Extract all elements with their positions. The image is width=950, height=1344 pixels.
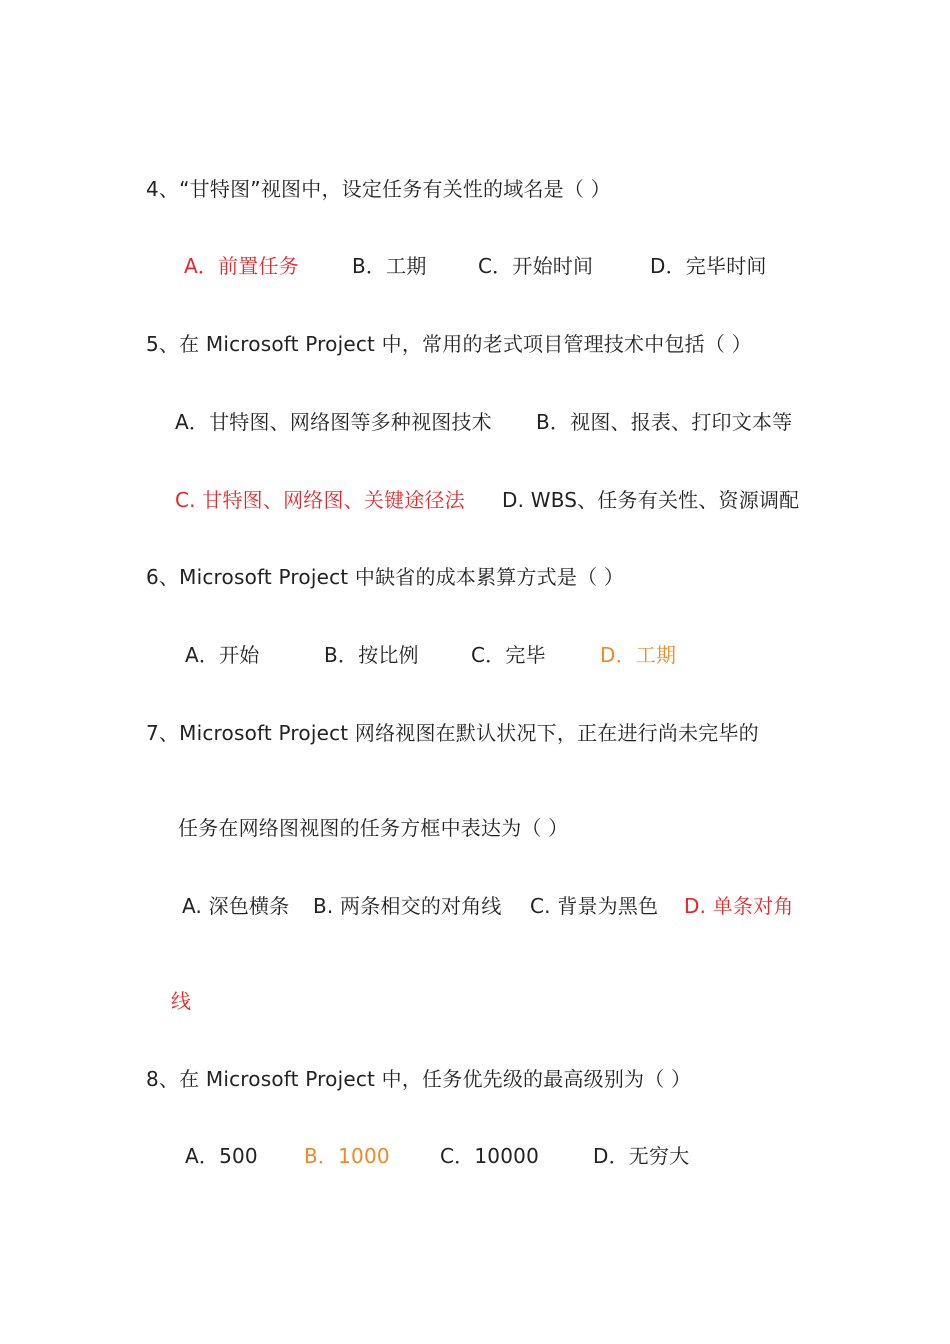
option-b: B．1000 (304, 1144, 390, 1168)
question-4-stem: 4、“甘特图”视图中，设定任务有关性的域名是（ ） (146, 177, 611, 201)
question-5-stem: 5、在 Microsoft Project 中，常用的老式项目管理技术中包括（ ） (146, 332, 752, 356)
question-8-options (0, 1143, 950, 1169)
option-c: C．开始时间 (478, 254, 594, 278)
option-d: D. WBS、任务有关性、资源调配 (502, 488, 800, 512)
option-c: C. 甘特图、网络图、关键途径法 (175, 488, 465, 512)
question-4-options (0, 253, 950, 279)
option-d: D．完毕时间 (650, 254, 767, 278)
option-a: A. 深色横条 (182, 894, 290, 918)
question-6-options (0, 642, 950, 668)
option-b: B．按比例 (324, 643, 419, 667)
option-a: A．开始 (185, 643, 260, 667)
option-d: D. 单条对角 (684, 894, 794, 918)
question-7-stem-line-1: 7、Microsoft Project 网络视图在默认状况下，正在进行尚未完毕的 (146, 721, 759, 745)
question-7-options (0, 893, 950, 919)
option-a: A．前置任务 (184, 254, 299, 278)
option-d: D．无穷大 (593, 1144, 690, 1168)
option-a: A．500 (185, 1144, 258, 1168)
option-a: A．甘特图、网络图等多种视图技术 (175, 410, 492, 434)
option-b: B．视图、报表、打印文本等 (536, 410, 793, 434)
question-8-stem: 8、在 Microsoft Project 中，任务优先级的最高级别为（ ） (146, 1067, 692, 1091)
option-c: C．完毕 (471, 643, 546, 667)
question-5-options-row-2 (0, 487, 950, 513)
option-d-continuation: 线 (171, 989, 192, 1013)
option-b: B．工期 (352, 254, 427, 278)
question-7-stem-line-2: 任务在网络图视图的任务方框中表达为（ ） (178, 816, 569, 840)
question-5-options-row-1 (0, 409, 950, 435)
option-d: D．工期 (600, 643, 677, 667)
option-c: C．10000 (440, 1144, 539, 1168)
option-b: B. 两条相交的对角线 (313, 894, 502, 918)
question-6-stem: 6、Microsoft Project 中缺省的成本累算方式是（ ） (146, 565, 625, 589)
option-c: C. 背景为黑色 (530, 894, 659, 918)
